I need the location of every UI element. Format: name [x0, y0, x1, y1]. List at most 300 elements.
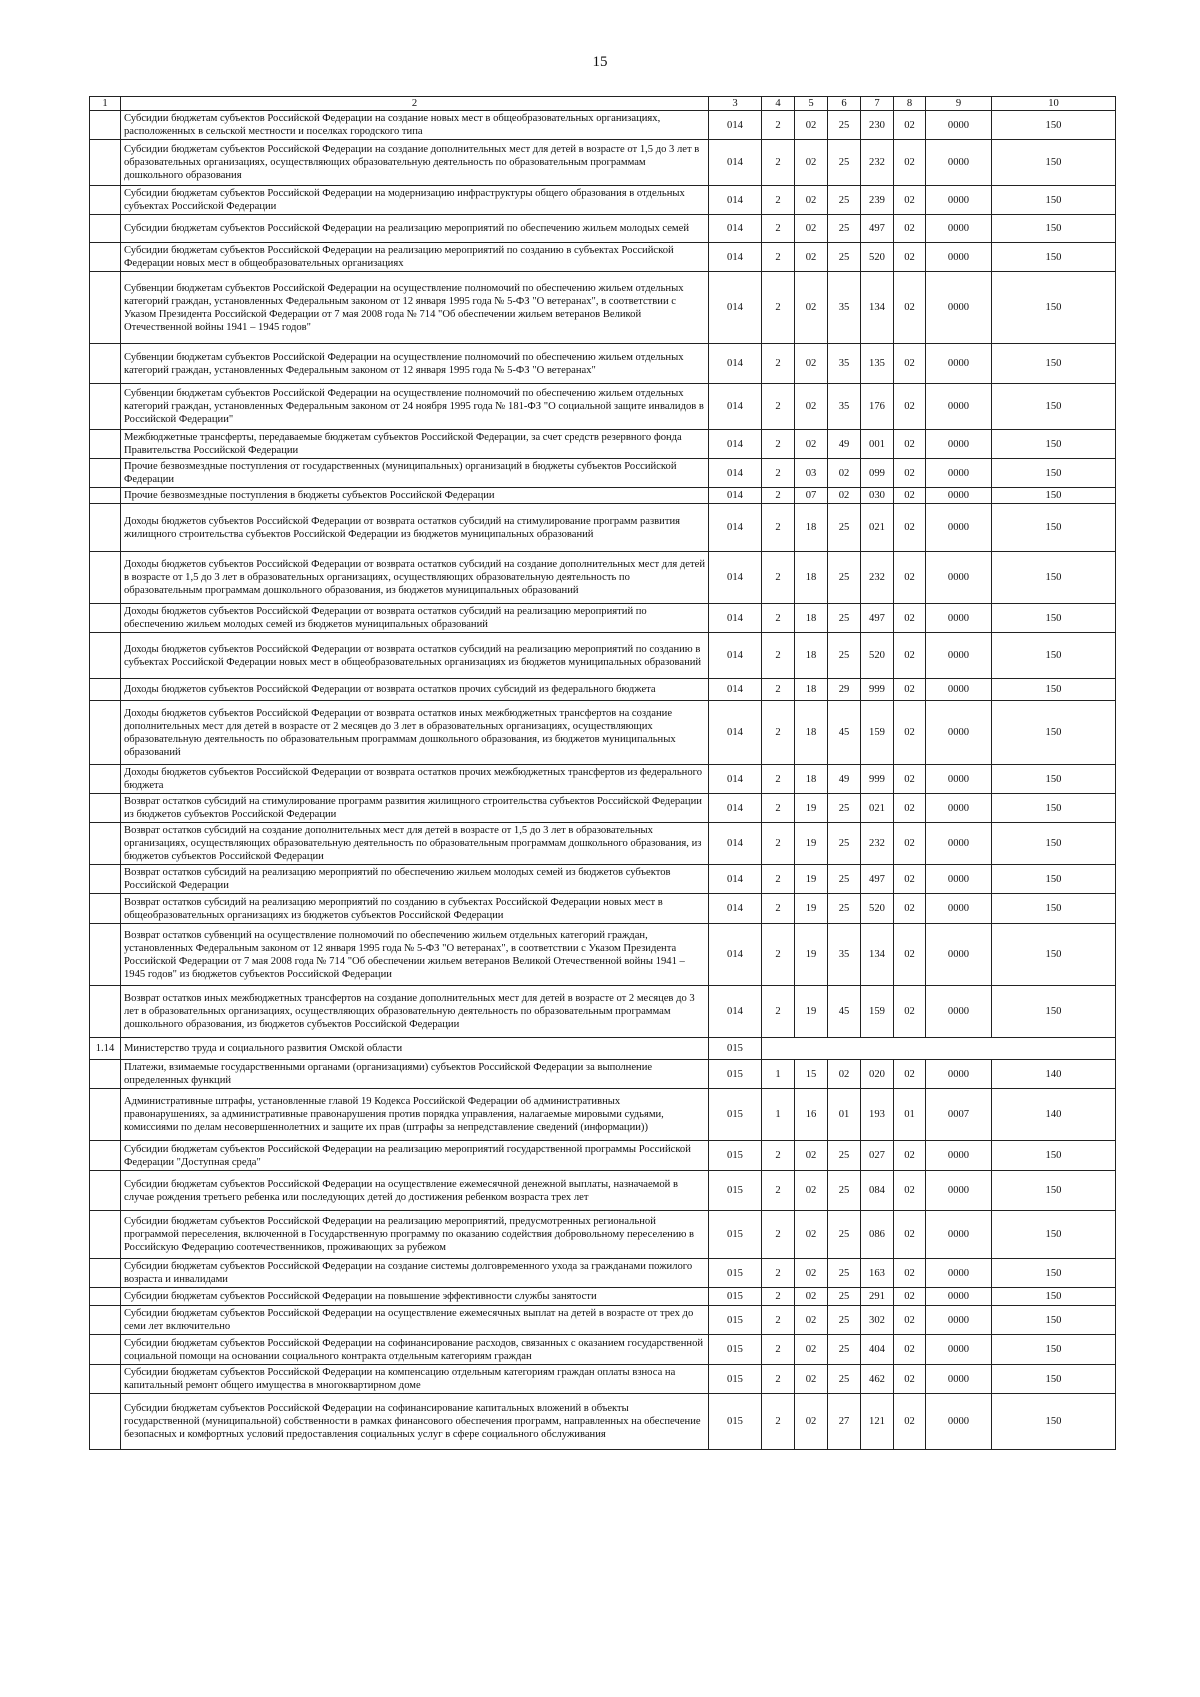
code-economic: 140 — [992, 1089, 1116, 1141]
code-article: 25 — [828, 1306, 861, 1335]
row-name: Субвенции бюджетам субъектов Российской Федерации на осуществление полномочий по обеспечению жильем отдельных категорий граждан, установленных Федеральным законом от 12 января 1995 года № 5-ФЗ "О ветеранах" — [121, 344, 709, 384]
row-name: Субсидии бюджетам субъектов Российской Федерации на компенсацию отдельным категориям граждан оплаты взноса на капитальный ремонт общего имущества в многоквартирном доме — [121, 1365, 709, 1394]
code-element: 02 — [894, 552, 926, 604]
code-subarticle: 099 — [861, 459, 894, 488]
row-number — [90, 272, 121, 344]
code-program: 0000 — [926, 430, 992, 459]
table-row — [90, 459, 1116, 488]
code-element: 02 — [894, 215, 926, 243]
code-subgroup: 02 — [795, 430, 828, 459]
code-subarticle: 239 — [861, 186, 894, 215]
code-group: 2 — [762, 1306, 795, 1335]
code-program: 0000 — [926, 1365, 992, 1394]
table-row — [90, 894, 1116, 924]
table-row — [90, 633, 1116, 679]
code-group: 2 — [762, 794, 795, 823]
row-number — [90, 504, 121, 552]
table-row — [90, 504, 1116, 552]
row-name: Субсидии бюджетам субъектов Российской Федерации на модернизацию инфраструктуры общего образования в отдельных субъектах Российской Федерации — [121, 186, 709, 215]
code-element: 02 — [894, 1171, 926, 1211]
code-economic: 150 — [992, 604, 1116, 633]
code-subarticle: 135 — [861, 344, 894, 384]
code-program: 0000 — [926, 384, 992, 430]
code-economic: 150 — [992, 344, 1116, 384]
code-economic: 150 — [992, 504, 1116, 552]
code-subgroup: 07 — [795, 488, 828, 504]
code-subarticle: 462 — [861, 1365, 894, 1394]
code-subgroup: 15 — [795, 1060, 828, 1089]
row-number — [90, 794, 121, 823]
code-program: 0000 — [926, 459, 992, 488]
table-row — [90, 1365, 1116, 1394]
code-program: 0000 — [926, 344, 992, 384]
code-economic: 150 — [992, 1141, 1116, 1171]
code-subarticle: 134 — [861, 924, 894, 986]
code-group: 2 — [762, 765, 795, 794]
code-admin: 015 — [709, 1288, 762, 1306]
table-row — [90, 823, 1116, 865]
code-article: 25 — [828, 140, 861, 186]
code-element: 02 — [894, 924, 926, 986]
code-program: 0000 — [926, 140, 992, 186]
row-name: Доходы бюджетов субъектов Российской Федерации от возврата остатков иных межбюджетных трансфертов на создание дополнительных мест для детей в возрасте от 2 месяцев до 3 лет в образовательных организациях, осуществляющих образовательную деятельность по образовательным программам дошкольного образования, из бюджетов муниципальных образований — [121, 701, 709, 765]
table-body — [90, 111, 1116, 1450]
code-admin: 014 — [709, 384, 762, 430]
row-number — [90, 1335, 121, 1365]
code-group: 2 — [762, 1171, 795, 1211]
table-row — [90, 865, 1116, 894]
code-economic: 150 — [992, 1394, 1116, 1450]
code-economic: 150 — [992, 823, 1116, 865]
code-subarticle: 163 — [861, 1259, 894, 1288]
code-admin: 015 — [709, 1365, 762, 1394]
table-row — [90, 765, 1116, 794]
code-subarticle: 232 — [861, 823, 894, 865]
code-group: 2 — [762, 1394, 795, 1450]
code-subgroup: 19 — [795, 986, 828, 1038]
row-name: Прочие безвозмездные поступления в бюджеты субъектов Российской Федерации — [121, 488, 709, 504]
code-subarticle: 999 — [861, 765, 894, 794]
code-group: 2 — [762, 865, 795, 894]
code-article: 49 — [828, 765, 861, 794]
row-number — [90, 344, 121, 384]
code-subarticle: 520 — [861, 894, 894, 924]
code-article: 02 — [828, 459, 861, 488]
code-group: 2 — [762, 924, 795, 986]
budget-classification-table — [89, 96, 1116, 1450]
table-row — [90, 344, 1116, 384]
code-admin: 014 — [709, 459, 762, 488]
table-row — [90, 1211, 1116, 1259]
code-article: 35 — [828, 272, 861, 344]
row-name: Субсидии бюджетам субъектов Российской Федерации на реализацию мероприятий государственной программы Российской Федерации "Доступная среда" — [121, 1141, 709, 1171]
code-admin: 014 — [709, 552, 762, 604]
code-subarticle: 497 — [861, 865, 894, 894]
code-element: 02 — [894, 504, 926, 552]
code-subarticle: 193 — [861, 1089, 894, 1141]
code-article: 02 — [828, 488, 861, 504]
code-subgroup: 02 — [795, 140, 828, 186]
code-subgroup: 02 — [795, 1335, 828, 1365]
code-group: 2 — [762, 430, 795, 459]
table-row — [90, 111, 1116, 140]
table-row — [90, 1394, 1116, 1450]
code-economic: 150 — [992, 111, 1116, 140]
code-admin: 014 — [709, 243, 762, 272]
row-name: Министерство труда и социального развития Омской области — [121, 1038, 709, 1060]
code-admin: 015 — [709, 1141, 762, 1171]
code-group: 2 — [762, 488, 795, 504]
row-number — [90, 633, 121, 679]
code-subarticle: 001 — [861, 430, 894, 459]
code-subgroup: 02 — [795, 1259, 828, 1288]
code-program: 0000 — [926, 1141, 992, 1171]
header-row — [90, 97, 1116, 111]
row-number — [90, 1259, 121, 1288]
code-admin: 014 — [709, 186, 762, 215]
code-economic: 150 — [992, 679, 1116, 701]
code-article: 25 — [828, 111, 861, 140]
code-program: 0000 — [926, 186, 992, 215]
code-economic: 150 — [992, 1288, 1116, 1306]
code-element: 02 — [894, 679, 926, 701]
code-element: 02 — [894, 765, 926, 794]
code-admin: 014 — [709, 894, 762, 924]
code-admin: 014 — [709, 504, 762, 552]
code-group: 2 — [762, 823, 795, 865]
code-program: 0000 — [926, 986, 992, 1038]
row-number — [90, 1394, 121, 1450]
column-header: 4 — [762, 97, 795, 111]
table-row — [90, 604, 1116, 633]
code-admin: 014 — [709, 794, 762, 823]
code-subgroup: 18 — [795, 701, 828, 765]
code-element: 02 — [894, 865, 926, 894]
code-group: 2 — [762, 1335, 795, 1365]
code-economic: 150 — [992, 701, 1116, 765]
code-group: 1 — [762, 1089, 795, 1141]
row-name: Субсидии бюджетам субъектов Российской Федерации на софинансирование расходов, связанных с оказанием государственной социальной помощи на основании социального контракта отдельным категориям граждан — [121, 1335, 709, 1365]
code-group: 2 — [762, 986, 795, 1038]
code-article: 25 — [828, 1288, 861, 1306]
code-group: 2 — [762, 186, 795, 215]
code-subarticle: 027 — [861, 1141, 894, 1171]
code-subgroup: 02 — [795, 344, 828, 384]
column-header: 10 — [992, 97, 1116, 111]
code-economic: 150 — [992, 459, 1116, 488]
code-subarticle: 302 — [861, 1306, 894, 1335]
code-economic: 150 — [992, 794, 1116, 823]
code-economic: 150 — [992, 272, 1116, 344]
code-program: 0000 — [926, 1335, 992, 1365]
row-number — [90, 1089, 121, 1141]
row-name: Субсидии бюджетам субъектов Российской Федерации на софинансирование капитальных вложений в объекты государственной (муниципальной) собственности в рамках финансового обеспечения программ, направленных на обеспечение безопасных и комфортных условий предоставления социальных услуг в сфере социального обслуживания — [121, 1394, 709, 1450]
code-group: 2 — [762, 215, 795, 243]
code-subgroup: 02 — [795, 111, 828, 140]
code-subarticle: 497 — [861, 604, 894, 633]
table-row — [90, 924, 1116, 986]
page-number: 15 — [592, 54, 608, 70]
code-economic: 150 — [992, 1259, 1116, 1288]
row-number — [90, 1171, 121, 1211]
code-program: 0000 — [926, 215, 992, 243]
code-admin: 014 — [709, 865, 762, 894]
row-number — [90, 604, 121, 633]
code-economic: 150 — [992, 1306, 1116, 1335]
code-element: 02 — [894, 794, 926, 823]
code-subgroup: 18 — [795, 552, 828, 604]
code-economic: 150 — [992, 552, 1116, 604]
code-subgroup: 18 — [795, 633, 828, 679]
code-group: 2 — [762, 1288, 795, 1306]
code-admin: 014 — [709, 604, 762, 633]
code-element: 02 — [894, 986, 926, 1038]
code-economic: 150 — [992, 430, 1116, 459]
code-subarticle: 497 — [861, 215, 894, 243]
code-subgroup: 19 — [795, 894, 828, 924]
code-element: 02 — [894, 488, 926, 504]
code-group: 2 — [762, 604, 795, 633]
code-admin: 015 — [709, 1038, 762, 1060]
code-article: 35 — [828, 384, 861, 430]
code-program: 0000 — [926, 794, 992, 823]
code-article: 25 — [828, 633, 861, 679]
code-program: 0000 — [926, 924, 992, 986]
code-program: 0007 — [926, 1089, 992, 1141]
code-subgroup: 02 — [795, 272, 828, 344]
section-row — [90, 1038, 1116, 1060]
code-subarticle: 159 — [861, 986, 894, 1038]
code-subgroup: 02 — [795, 1141, 828, 1171]
code-article: 25 — [828, 794, 861, 823]
code-program: 0000 — [926, 679, 992, 701]
row-number — [90, 1306, 121, 1335]
code-element: 02 — [894, 272, 926, 344]
code-program: 0000 — [926, 765, 992, 794]
table-row — [90, 140, 1116, 186]
row-name: Доходы бюджетов субъектов Российской Федерации от возврата остатков субсидий на реализацию мероприятий по созданию в субъектах Российской Федерации новых мест в общеобразовательных организациях из бюджетов муниципальных образований — [121, 633, 709, 679]
code-article: 25 — [828, 1211, 861, 1259]
code-article: 27 — [828, 1394, 861, 1450]
code-article: 25 — [828, 1335, 861, 1365]
code-economic: 150 — [992, 865, 1116, 894]
code-program: 0000 — [926, 552, 992, 604]
row-name: Субсидии бюджетам субъектов Российской Федерации на реализацию мероприятий, предусмотренных региональной программой переселения, включенной в Государственную программу по оказанию содействия добровольному переселению в Российскую Федерацию соотечественников, проживающих за рубежом — [121, 1211, 709, 1259]
code-admin: 014 — [709, 488, 762, 504]
code-subarticle: 176 — [861, 384, 894, 430]
code-element: 02 — [894, 1211, 926, 1259]
code-economic: 150 — [992, 924, 1116, 986]
code-economic: 150 — [992, 243, 1116, 272]
code-group: 2 — [762, 344, 795, 384]
row-name: Возврат остатков субвенций на осуществление полномочий по обеспечению жильем отдельных категорий граждан, установленных Федеральным законом от 12 января 1995 года № 5-ФЗ "О ветеранах", в соответствии с Указом Президента Российской Федерации от 7 мая 2008 года № 714 "Об обеспечении жильем ветеранов Великой Отечественной войны 1941 – 1945 годов" из бюджетов субъектов Российской Федерации — [121, 924, 709, 986]
code-admin: 015 — [709, 1259, 762, 1288]
code-admin: 014 — [709, 272, 762, 344]
code-admin: 015 — [709, 1306, 762, 1335]
row-name: Субсидии бюджетам субъектов Российской Федерации на реализацию мероприятий по обеспечению жильем молодых семей — [121, 215, 709, 243]
code-element: 02 — [894, 823, 926, 865]
code-element: 02 — [894, 430, 926, 459]
code-admin: 015 — [709, 1089, 762, 1141]
code-element: 02 — [894, 1394, 926, 1450]
code-subarticle: 520 — [861, 633, 894, 679]
code-admin: 014 — [709, 765, 762, 794]
code-program: 0000 — [926, 823, 992, 865]
row-name: Доходы бюджетов субъектов Российской Федерации от возврата остатков прочих субсидий из федерального бюджета — [121, 679, 709, 701]
code-article: 25 — [828, 552, 861, 604]
table-row — [90, 701, 1116, 765]
code-subarticle: 230 — [861, 111, 894, 140]
code-subarticle: 021 — [861, 794, 894, 823]
code-subgroup: 03 — [795, 459, 828, 488]
code-program: 0000 — [926, 1306, 992, 1335]
code-element: 02 — [894, 1288, 926, 1306]
code-admin: 015 — [709, 1211, 762, 1259]
code-subgroup: 19 — [795, 823, 828, 865]
code-admin: 014 — [709, 344, 762, 384]
table-row — [90, 384, 1116, 430]
code-subarticle: 159 — [861, 701, 894, 765]
code-subgroup: 02 — [795, 1365, 828, 1394]
code-economic: 150 — [992, 1365, 1116, 1394]
code-subgroup: 16 — [795, 1089, 828, 1141]
table-row — [90, 215, 1116, 243]
row-name: Прочие безвозмездные поступления от государственных (муниципальных) организаций в бюджеты субъектов Российской Федерации — [121, 459, 709, 488]
code-group: 2 — [762, 243, 795, 272]
code-subgroup: 02 — [795, 1394, 828, 1450]
code-subarticle: 020 — [861, 1060, 894, 1089]
table-row — [90, 1335, 1116, 1365]
code-subarticle: 030 — [861, 488, 894, 504]
code-group: 2 — [762, 140, 795, 186]
row-number — [90, 111, 121, 140]
code-subarticle: 232 — [861, 140, 894, 186]
column-header: 1 — [90, 97, 121, 111]
table-row — [90, 272, 1116, 344]
code-program: 0000 — [926, 604, 992, 633]
column-header: 7 — [861, 97, 894, 111]
code-group: 2 — [762, 894, 795, 924]
row-number — [90, 488, 121, 504]
row-name: Возврат остатков субсидий на стимулирование программ развития жилищного строительства субъектов Российской Федерации из бюджетов субъектов Российской Федерации — [121, 794, 709, 823]
column-header: 8 — [894, 97, 926, 111]
row-number — [90, 186, 121, 215]
code-element: 01 — [894, 1089, 926, 1141]
row-number — [90, 924, 121, 986]
row-name: Межбюджетные трансферты, передаваемые бюджетам субъектов Российской Федерации, за счет средств резервного фонда Правительства Российской Федерации — [121, 430, 709, 459]
code-element: 02 — [894, 633, 926, 679]
code-subarticle: 086 — [861, 1211, 894, 1259]
code-subarticle: 999 — [861, 679, 894, 701]
row-name: Возврат остатков иных межбюджетных трансфертов на создание дополнительных мест для детей в возрасте от 2 месяцев до 3 лет в образовательных организациях, осуществляющих образовательную деятельность по образовательным программам дошкольного образования, из бюджетов субъектов Российской Федерации — [121, 986, 709, 1038]
table-row — [90, 986, 1116, 1038]
code-economic: 150 — [992, 186, 1116, 215]
code-program: 0000 — [926, 1394, 992, 1450]
code-article: 25 — [828, 1171, 861, 1211]
code-admin: 014 — [709, 679, 762, 701]
table-row — [90, 1288, 1116, 1306]
code-economic: 150 — [992, 488, 1116, 504]
code-subgroup: 02 — [795, 243, 828, 272]
code-subarticle: 084 — [861, 1171, 894, 1211]
code-group: 2 — [762, 679, 795, 701]
code-admin: 015 — [709, 1171, 762, 1211]
code-subarticle: 121 — [861, 1394, 894, 1450]
row-name: Субвенции бюджетам субъектов Российской Федерации на осуществление полномочий по обеспечению жильем отдельных категорий граждан, установленных Федеральным законом от 24 ноября 1995 года № 181-ФЗ "О социальной защите инвалидов в Российской Федерации" — [121, 384, 709, 430]
code-article: 25 — [828, 894, 861, 924]
code-admin: 014 — [709, 633, 762, 679]
code-admin: 014 — [709, 823, 762, 865]
code-subarticle: 291 — [861, 1288, 894, 1306]
row-name: Возврат остатков субсидий на реализацию мероприятий по созданию в субъектах Российской Федерации новых мест в общеобразовательных организациях из бюджетов субъектов Российской Федерации — [121, 894, 709, 924]
code-group: 2 — [762, 1141, 795, 1171]
code-admin: 015 — [709, 1060, 762, 1089]
row-number — [90, 430, 121, 459]
code-group: 2 — [762, 459, 795, 488]
row-number — [90, 986, 121, 1038]
row-name: Доходы бюджетов субъектов Российской Федерации от возврата остатков субсидий на стимулирование программ развития жилищного строительства субъектов Российской Федерации из бюджетов муниципальных образований — [121, 504, 709, 552]
code-article: 45 — [828, 701, 861, 765]
code-program: 0000 — [926, 1171, 992, 1211]
row-number — [90, 215, 121, 243]
table-row — [90, 488, 1116, 504]
row-number — [90, 243, 121, 272]
code-group: 2 — [762, 552, 795, 604]
row-name: Административные штрафы, установленные главой 19 Кодекса Российской Федерации об административных правонарушениях, за административные правонарушения против порядка управления, налагаемые мировыми судьями, комиссиями по делам несовершеннолетних и защите их прав (штрафы за непредставление сведений (информации)) — [121, 1089, 709, 1141]
code-group: 2 — [762, 111, 795, 140]
code-economic: 150 — [992, 1171, 1116, 1211]
code-subgroup: 19 — [795, 924, 828, 986]
code-program: 0000 — [926, 272, 992, 344]
row-name: Доходы бюджетов субъектов Российской Федерации от возврата остатков прочих межбюджетных трансфертов из федерального бюджета — [121, 765, 709, 794]
code-economic: 150 — [992, 215, 1116, 243]
column-header: 2 — [121, 97, 709, 111]
code-element: 02 — [894, 1335, 926, 1365]
code-admin: 014 — [709, 986, 762, 1038]
code-subgroup: 18 — [795, 504, 828, 552]
code-group: 2 — [762, 1365, 795, 1394]
code-subarticle: 134 — [861, 272, 894, 344]
code-admin: 014 — [709, 215, 762, 243]
table-row — [90, 794, 1116, 823]
row-name: Платежи, взимаемые государственными органами (организациями) субъектов Российской Федерации за выполнение определенных функций — [121, 1060, 709, 1089]
code-element: 02 — [894, 344, 926, 384]
code-group: 2 — [762, 1211, 795, 1259]
code-admin: 014 — [709, 924, 762, 986]
code-group: 2 — [762, 701, 795, 765]
table-row — [90, 1141, 1116, 1171]
code-article: 45 — [828, 986, 861, 1038]
row-name: Субсидии бюджетам субъектов Российской Федерации на реализацию мероприятий по созданию в субъектах Российской Федерации новых мест в общеобразовательных организациях — [121, 243, 709, 272]
code-admin: 014 — [709, 111, 762, 140]
code-element: 02 — [894, 894, 926, 924]
code-program: 0000 — [926, 701, 992, 765]
table-row — [90, 430, 1116, 459]
code-subarticle: 520 — [861, 243, 894, 272]
code-element: 02 — [894, 1141, 926, 1171]
row-name: Возврат остатков субсидий на создание дополнительных мест для детей в возрасте от 1,5 до 3 лет в образовательных организациях, осуществляющих образовательную деятельность по образовательным программам дошкольного образования, из бюджетов субъектов Российской Федерации — [121, 823, 709, 865]
code-subarticle: 232 — [861, 552, 894, 604]
table-row — [90, 1060, 1116, 1089]
code-program: 0000 — [926, 488, 992, 504]
code-group: 2 — [762, 1259, 795, 1288]
column-header: 9 — [926, 97, 992, 111]
code-element: 02 — [894, 186, 926, 215]
code-admin: 015 — [709, 1335, 762, 1365]
code-element: 02 — [894, 701, 926, 765]
code-element: 02 — [894, 459, 926, 488]
row-name: Субсидии бюджетам субъектов Российской Федерации на осуществление ежемесячных выплат на детей в возрасте от трех до семи лет включительно — [121, 1306, 709, 1335]
